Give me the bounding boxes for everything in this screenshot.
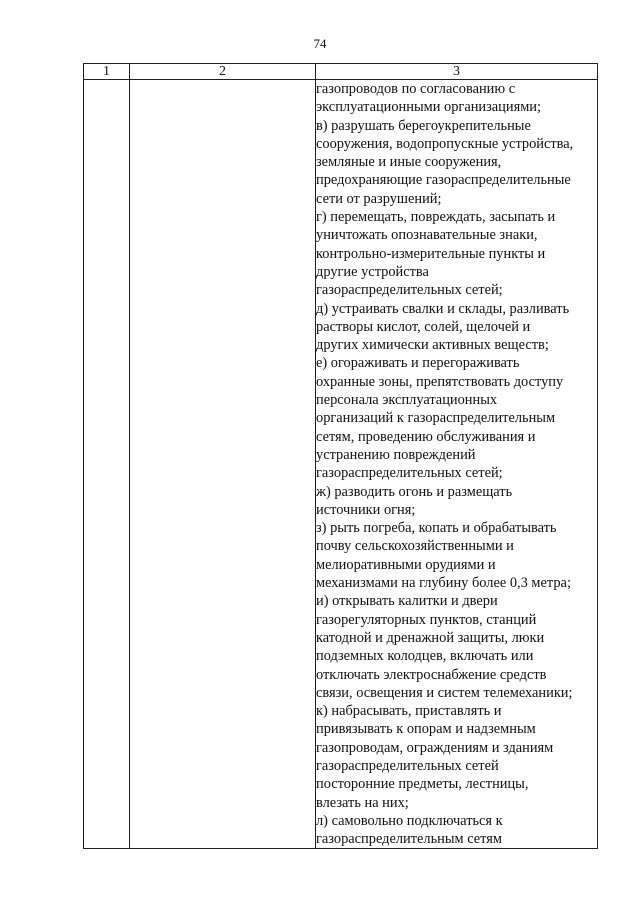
text-line: газораспределительных сетей;: [316, 465, 503, 482]
text-line: связи, освещения и систем телемеханики;: [316, 684, 573, 701]
text-line: в) разрушать берегоукрепительные: [316, 117, 531, 134]
text-line: контрольно-измерительные пункты и: [316, 245, 546, 262]
text-line: газопроводам, ограждениям и зданиям: [316, 739, 554, 756]
text-line: эксплуатационными организациями;: [316, 99, 542, 116]
column-2-cell: [130, 80, 316, 849]
text-line: растворы кислот, солей, щелочей и: [316, 318, 531, 335]
column-1-cell: [84, 80, 130, 849]
text-line: и) открывать калитки и двери: [316, 593, 498, 610]
text-line: д) устраивать свалки и склады, разливать: [316, 300, 570, 317]
text-line: к) набрасывать, приставлять и: [316, 703, 502, 720]
text-line: г) перемещать, повреждать, засыпать и: [316, 209, 556, 226]
text-line: ж) разводить огонь и размещать: [316, 483, 513, 500]
text-line: газораспределительных сетей: [316, 757, 499, 774]
regulation-table: [83, 63, 598, 849]
column-header-1: 1: [84, 64, 130, 80]
text-line: организаций к газораспределительным: [316, 410, 556, 427]
text-line: сетям, проведению обслуживания и: [316, 428, 536, 445]
text-line: з) рыть погреба, копать и обрабатывать: [316, 520, 557, 537]
page-number: 74: [313, 36, 327, 51]
restriction-text: [316, 80, 597, 848]
column-3-cell: [316, 80, 598, 849]
text-line: земляные и иные сооружения,: [316, 154, 502, 171]
column-header-2: 2: [130, 64, 316, 80]
text-line: устранению повреждений: [316, 446, 476, 463]
text-line: других химически активных веществ;: [316, 337, 549, 354]
text-line: отключать электроснабжение средств: [316, 666, 547, 683]
text-line: сети от разрушений;: [316, 190, 442, 207]
text-line: источники огня;: [316, 501, 416, 518]
text-line: катодной и дренажной защиты, люки: [316, 629, 545, 646]
text-line: предохраняющие газораспределительные: [316, 172, 571, 189]
text-line: е) огораживать и перегораживать: [316, 355, 520, 372]
table-header-row: [84, 64, 598, 80]
text-line: механизмами на глубину более 0,3 метра;: [316, 575, 571, 592]
text-line: привязывать к опорам и надземным: [316, 721, 536, 738]
text-line: посторонние предметы, лестницы,: [316, 776, 529, 793]
text-line: почву сельскохозяйственными и: [316, 538, 514, 555]
text-line: подземных колодцев, включать или: [316, 648, 534, 665]
text-line: мелиоративными орудиями и: [316, 556, 496, 573]
table-row: [84, 80, 598, 849]
text-line: сооружения, водопропускные устройства,: [316, 135, 574, 152]
text-line: охранные зоны, препятствовать доступу: [316, 373, 564, 390]
text-line: газораспределительным сетям: [316, 831, 503, 848]
text-line: другие устройства: [316, 263, 429, 280]
text-line: газораспределительных сетей;: [316, 282, 503, 299]
text-line: уничтожать опознавательные знаки,: [316, 227, 538, 244]
text-line: газорегуляторных пунктов, станций: [316, 611, 537, 628]
text-line: персонала эксплуатационных: [316, 392, 498, 409]
text-line: л) самовольно подключаться к: [316, 812, 503, 829]
text-line: влезать на них;: [316, 794, 409, 811]
text-line: газопроводов по согласованию с: [316, 81, 516, 97]
column-header-3: 3: [316, 64, 598, 80]
